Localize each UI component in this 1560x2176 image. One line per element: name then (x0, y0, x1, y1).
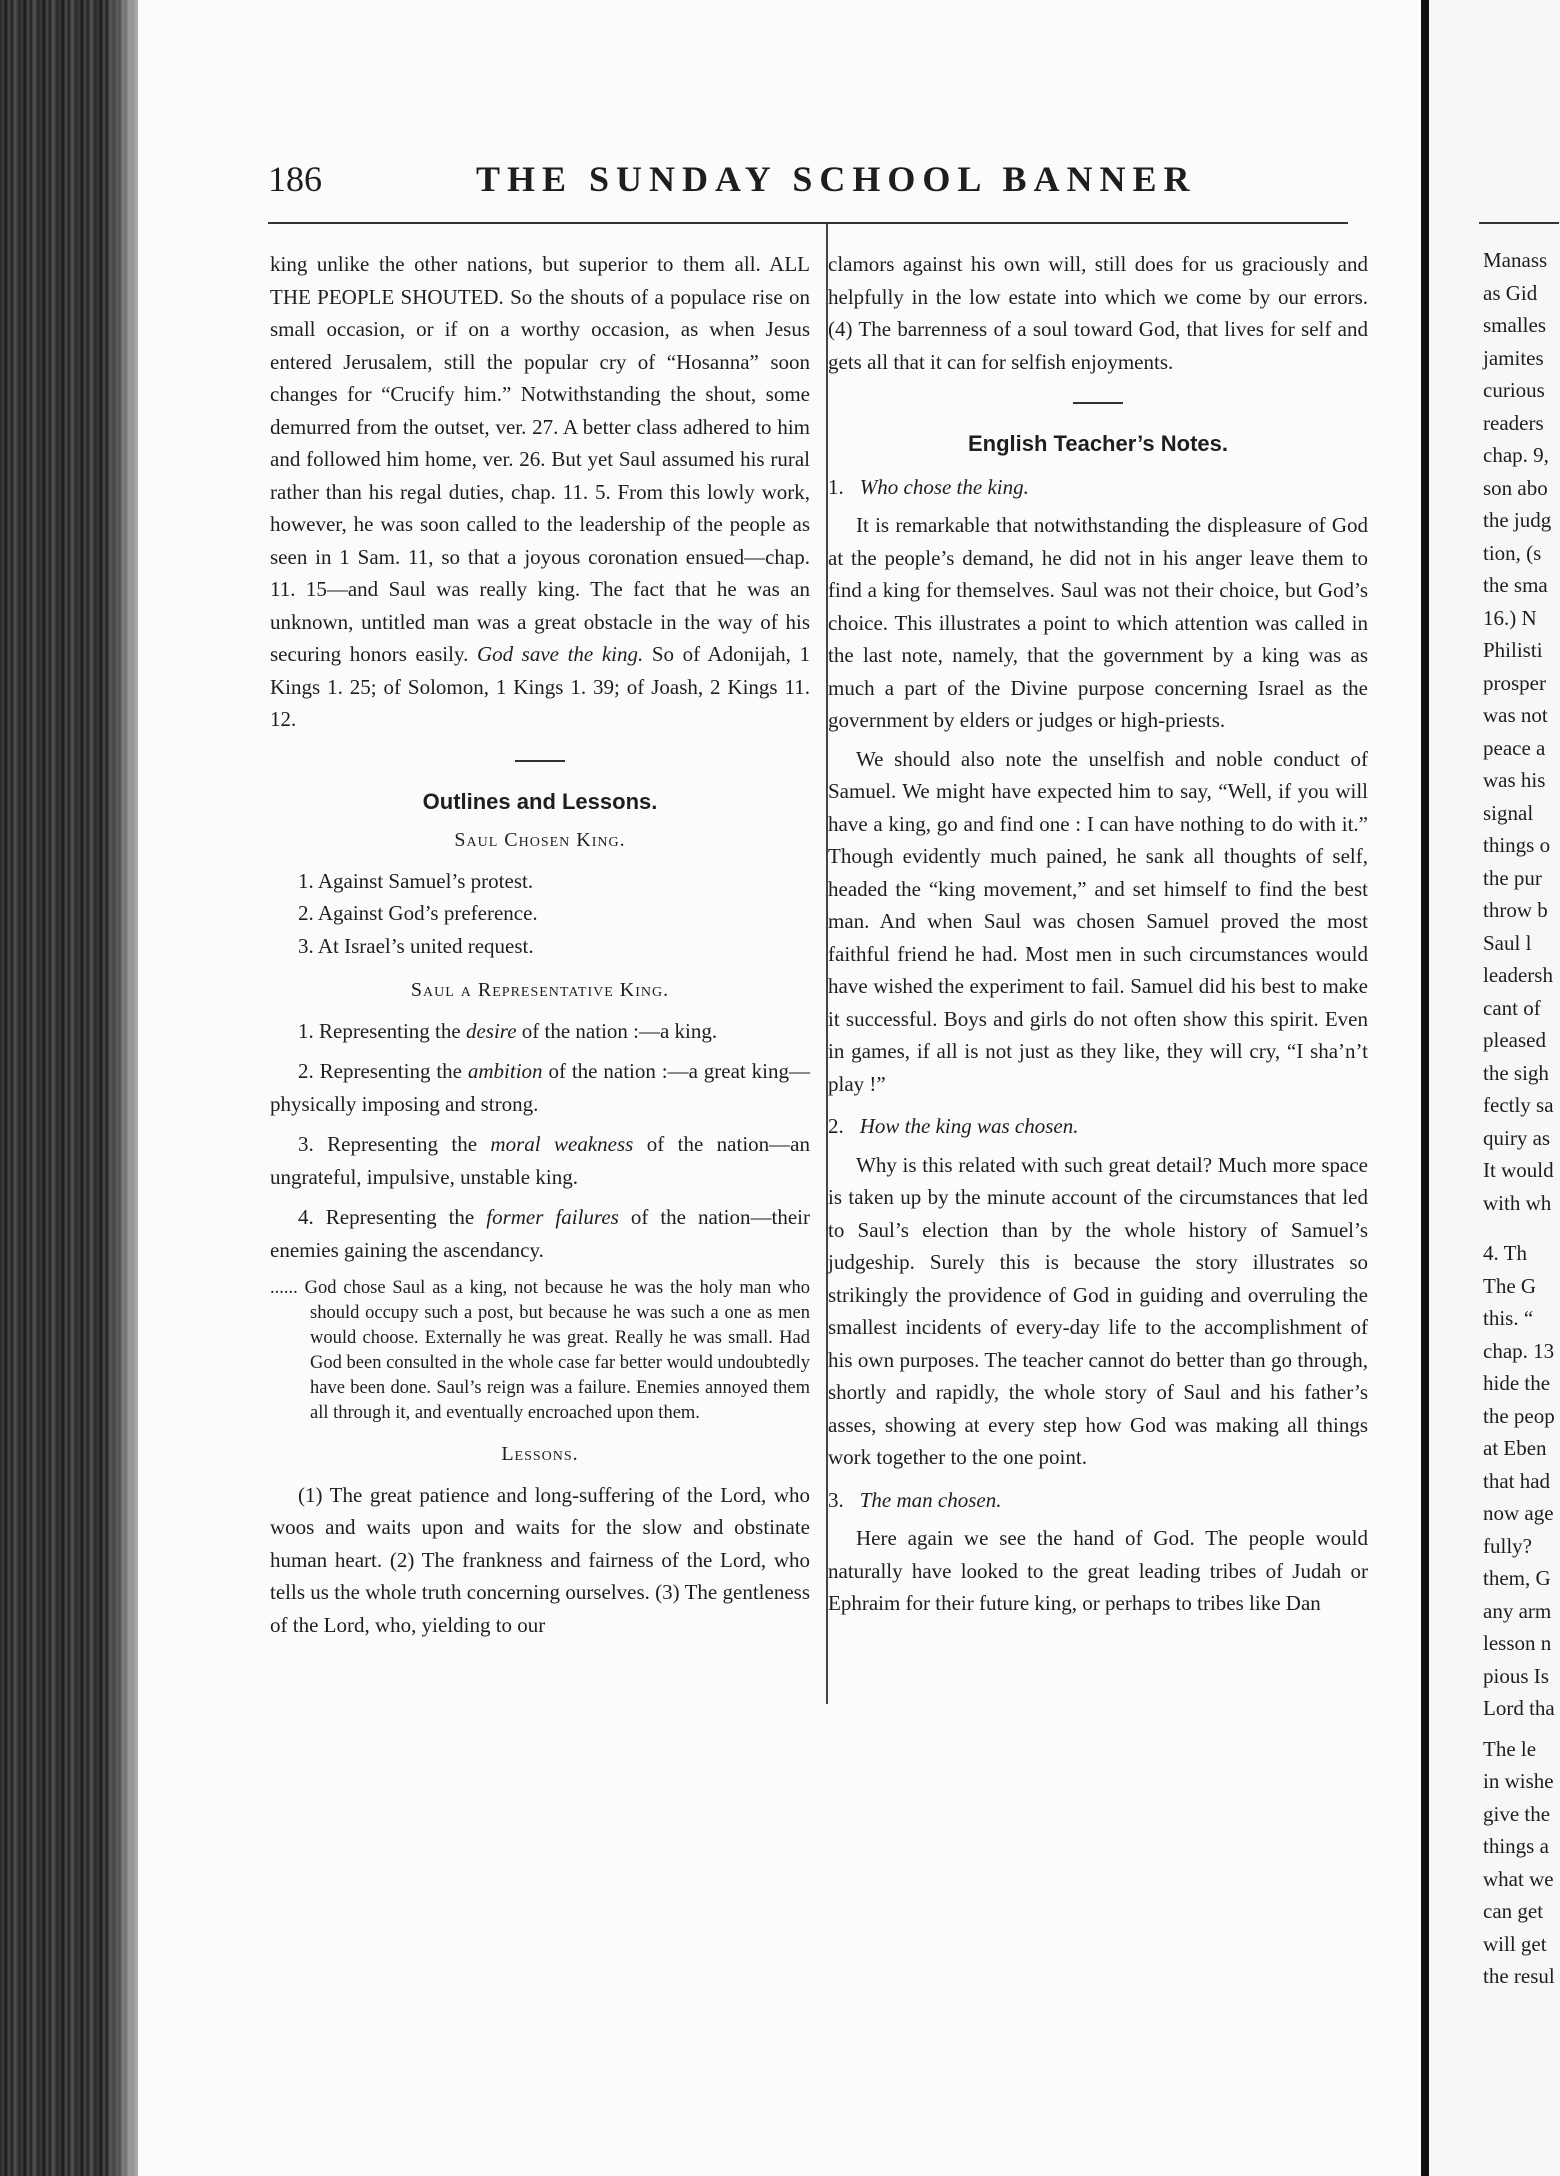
facing-line: Lord tha (1483, 1696, 1555, 1720)
facing-line: what we (1483, 1866, 1554, 1891)
facing-line: things a (1483, 1834, 1549, 1858)
list-item: 1. Against Samuel’s protest. (298, 868, 534, 893)
outline2-item (270, 1015, 810, 1048)
page-number: 186 (268, 159, 322, 199)
outline2-item (270, 1128, 810, 1193)
outline1-title: Saul Chosen King. (454, 829, 626, 851)
intro-text-end: So of Adonijah, 1 Kings 1. 25; of Solomon, 1 Kings 1. 39; of Joash, 2 Kings 11. 12. (270, 642, 810, 731)
outline1-list (270, 865, 810, 963)
intro-italic: God save the king. (476, 642, 644, 666)
facing-line: smalles (1483, 313, 1546, 337)
facing-line: give the (1483, 1801, 1551, 1826)
item-emphasis: moral weakness (490, 1132, 634, 1156)
facing-line: son abo (1483, 475, 1548, 500)
page-header (268, 158, 1348, 210)
facing-line: The G (1483, 1273, 1537, 1298)
subsection-number: 2. (828, 1114, 844, 1138)
body-paragraph: We should also note the unselfish and noble conduct of Samuel. We might have expected him to say, “Well, if you will have a king, go and find one : I can have nothing to do with it.” Though evidently much pained, he sank all thoughts of self, headed the “king movement,” and set himself to find the best man. And when Saul was chosen Samuel proved the most faithful friend he had. Most men in such circumstances would have wished the experiment to fail. Samuel did his best to make it successful. Boys and girls do not often show this spirit. Even in games, if all is not just as they like, they will cry, “I sha’n’t play !” (828, 746, 1368, 1096)
item-emphasis: desire (465, 1018, 517, 1043)
facing-line: things o (1483, 833, 1551, 857)
facing-line: peace a (1483, 735, 1546, 760)
facing-line: fectly sa (1483, 1093, 1554, 1117)
facing-line: the sma (1483, 573, 1548, 597)
subsection-title: Who chose the king. (859, 474, 1029, 499)
facing-line: in wishe (1483, 1769, 1554, 1793)
facing-line: Manass (1483, 248, 1548, 272)
subsection-heading (828, 1484, 1368, 1517)
item-emphasis: ambition (467, 1059, 543, 1083)
facing-line: 4. Th (1483, 1241, 1527, 1265)
right-column (828, 248, 1368, 1620)
facing-line: Saul l (1483, 930, 1532, 955)
subsection-heading (828, 471, 1368, 504)
subsection-title: The man chosen. (859, 1487, 1002, 1512)
facing-line: chap. 13 (1483, 1338, 1555, 1363)
continuation-paragraph: clamors against his own will, still does for us graciously and helpfully in the low estate into which we come by our errors. (4) The barrenness of a soul toward God, that lives for self and gets all that it can for selfish enjoyments. (828, 252, 1368, 374)
facing-line: pleased (1483, 1028, 1546, 1052)
outlines-heading: Outlines and Lessons. (422, 788, 658, 814)
facing-line: that had (1483, 1468, 1551, 1493)
facing-line: It would (1483, 1158, 1554, 1182)
facing-line: the judg (1483, 508, 1552, 532)
item-text: of the nation—their enemies gaining the ascendancy. (270, 1205, 810, 1262)
left-column (270, 248, 810, 1641)
facing-header-rule (1479, 222, 1559, 224)
intro-text: king unlike the other nations, but superior to them all. ALL THE PEOPLE SHOUTED. So the shouts of a populace rise on small occasion, or if on a worthy occasion, as when Jesus entered Jerusalem, still the popular cry of “Hosanna” soon changes for “Crucify him.” Notwithstanding the shout, some demurred from the outset, ver. 27. A better class adhered to him and followed him home, ver. 26. But yet Saul assumed his rural rather than his regal duties, chap. 11. 5. From this lowly work, however, he was soon called to the leadership of the people as seen in 1 Sam. 11, so that a joyous coronation ensued—chap. 11. 15—and Saul was really king. The fact that he was an unknown, untitled man was a great obstacle in the way of his securing honors easily. (270, 252, 810, 666)
lessons-paragraph: (1) The great patience and long-suffering of the Lord, who woos and waits upon and waits for the slow and obstinate human heart. (2) The frankness and fairness of the Lord, who tells us the whole truth concerning ourselves. (3) The gentleness of the Lord, who, yielding to our (270, 1482, 810, 1637)
facing-line: 16.) N (1483, 605, 1537, 630)
outline2-item (270, 1201, 810, 1266)
item-text: of the nation—an ungrateful, impulsive, unstable king. (270, 1132, 810, 1189)
list-item: 3. At Israel’s united request. (298, 933, 534, 958)
facing-line: The le (1483, 1736, 1537, 1761)
facing-line: will get (1483, 1931, 1547, 1956)
item-text: 1. Representing the (298, 1018, 466, 1043)
facing-line: pious Is (1483, 1663, 1549, 1688)
facing-line: hide the (1483, 1371, 1551, 1395)
facing-line: throw b (1483, 898, 1548, 922)
header-rule (268, 222, 1348, 224)
lessons-heading: Lessons. (501, 1443, 579, 1465)
subsection-heading (828, 1110, 1368, 1143)
facing-line: this. “ (1483, 1306, 1534, 1330)
facing-line: Philisti (1483, 638, 1543, 662)
item-text: of the nation :—a great king—physically imposing and strong. (270, 1059, 810, 1116)
facing-line: fully? (1483, 1533, 1532, 1558)
facing-line: prosper (1483, 670, 1546, 695)
subsection-title: How the king was chosen. (859, 1114, 1079, 1138)
facing-line: with wh (1483, 1190, 1552, 1215)
facing-line: was not (1483, 703, 1548, 727)
facing-line: now age (1483, 1501, 1554, 1525)
subsection-number: 3. (828, 1487, 844, 1512)
item-text: 4. Representing the (298, 1205, 487, 1229)
running-title: THE SUNDAY SCHOOL BANNER (476, 159, 1197, 199)
list-item: 2. Against God’s preference. (298, 901, 538, 925)
section-divider (1073, 402, 1123, 404)
item-text: 2. Representing the (298, 1059, 468, 1083)
page-gutter (1421, 0, 1429, 2176)
facing-line: curious (1483, 378, 1545, 402)
facing-line: tion, (s (1483, 540, 1542, 565)
facing-line: readers (1483, 410, 1544, 435)
facing-line: the peop (1483, 1403, 1555, 1428)
body-paragraph: Here again we see the hand of God. The people would naturally have looked to the great leading tribes of Judah or Ephraim for their future king, or perhaps to tribes like Dan (828, 1526, 1368, 1615)
facing-line: them, G (1483, 1566, 1551, 1590)
body-paragraph: It is remarkable that notwithstanding the displeasure of God at the people’s demand, he did not in his anger leave them to find a king for themselves. Saul was not their choice, but God’s choice. This illustrates a point to which attention was called in the last note, namely, that the government by a king was as much a part of the Divine purpose concerning Israel as the government by elders or judges or high-priests. (828, 513, 1368, 732)
facing-line: any arm (1483, 1598, 1552, 1623)
intro-paragraph (270, 248, 810, 736)
notes-heading: English Teacher’s Notes. (967, 431, 1228, 456)
item-text: of the nation :—a king. (516, 1018, 718, 1043)
outline2-item (270, 1055, 810, 1120)
facing-line: the resul (1483, 1964, 1555, 1988)
facing-line: leadersh (1483, 963, 1553, 987)
item-text: 3. Representing the (298, 1132, 491, 1156)
facing-line: at Eben (1483, 1436, 1547, 1460)
facing-line: cant of (1483, 995, 1541, 1020)
facing-line: the sigh (1483, 1060, 1549, 1085)
small-print-note: ...... God chose Saul as a king, not because he was the holy man who should occupy such a post, but because he was such a one as men would choose. Externally he was great. Really he was small. Had God been consulted in the whole case far better would undoubtedly have been done. Saul’s reign was a failure. Enemies annoyed them all through it, and eventually encroached upon them. (270, 1278, 810, 1423)
facing-line: chap. 9, (1483, 443, 1549, 467)
facing-line: jamites (1483, 345, 1544, 370)
facing-line: can get (1483, 1899, 1544, 1923)
facing-line: as Gid (1483, 280, 1538, 305)
body-paragraph: Why is this related with such great detail? Much more space is taken up by the minute account of the circumstances that led to Saul’s election than by the whole history of Samuel’s judgeship. Surely this is because the story illustrates so strikingly the providence of God in guiding and overruling the smallest incidents of every-day life to the accomplishment of his own purposes. The teacher cannot do better than go through, shortly and rapidly, the whole story of Saul and his father’s asses, showing at every step how God was making all things work together to the one point. (828, 1152, 1368, 1469)
section-divider (515, 760, 565, 762)
facing-line: lesson n (1483, 1631, 1552, 1655)
outline2-title: Saul a Representative King. (410, 979, 670, 1001)
facing-line: the pur (1483, 865, 1542, 890)
spine-shadow (108, 0, 138, 2176)
facing-line: signal (1483, 800, 1534, 825)
subsection-number: 1. (828, 474, 844, 499)
facing-line: was his (1483, 768, 1546, 792)
item-emphasis: former failures (486, 1205, 619, 1229)
facing-page (1429, 0, 1560, 2176)
facing-line: quiry as (1483, 1125, 1551, 1150)
